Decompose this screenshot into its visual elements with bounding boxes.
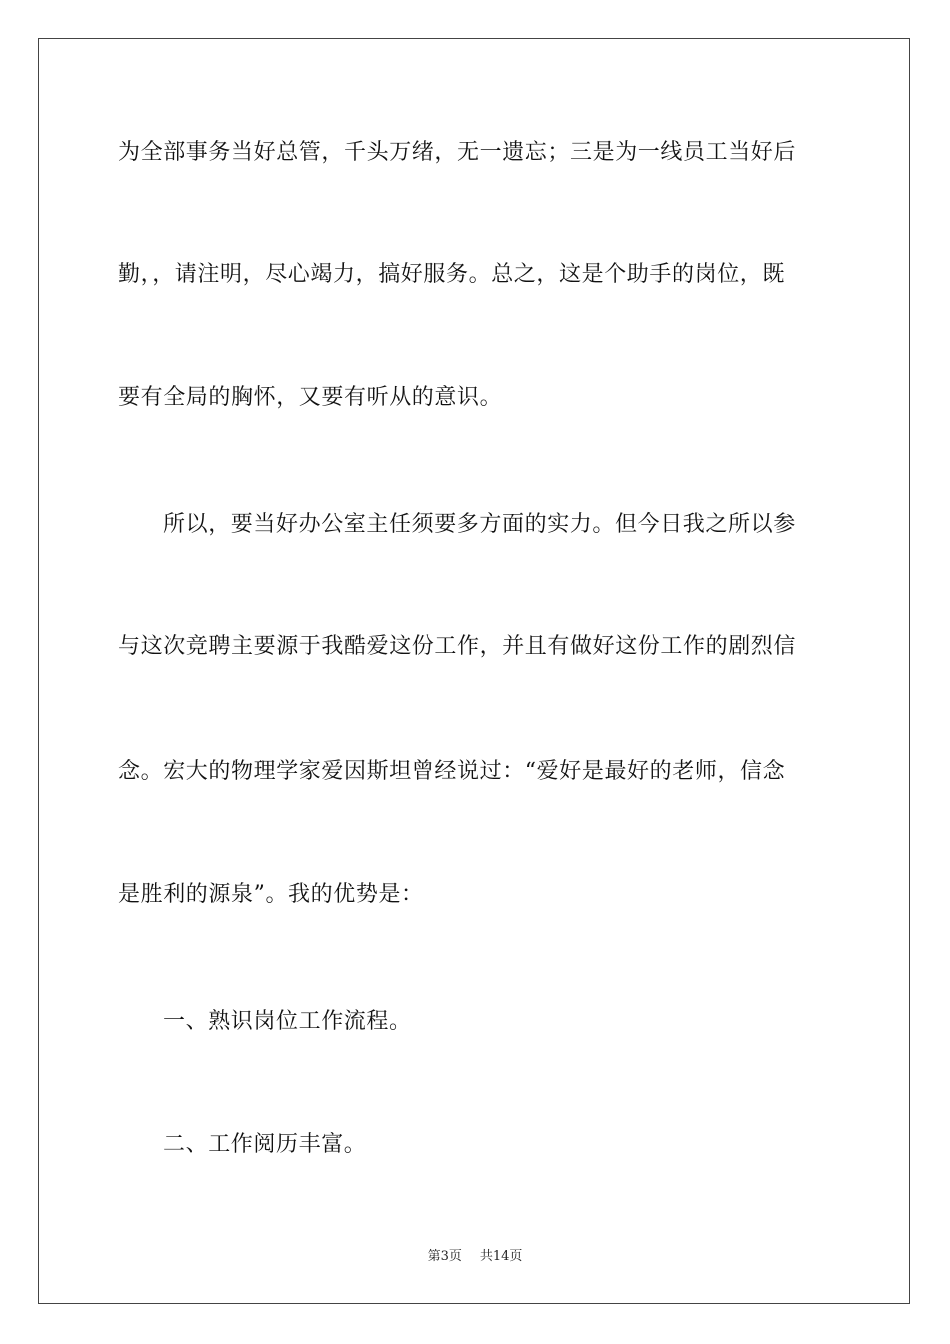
paragraph-line: 为全部事务当好总管，千头万绪，无一遗忘；三是为一线员工当好后 [118,140,797,165]
page-border [38,38,910,1304]
list-item: 一、熟识岗位工作流程。 [163,1009,412,1034]
list-item: 二、工作阅历丰富。 [163,1132,367,1157]
paragraph-line: 要有全局的胸怀，又要有听从的意识。 [118,385,503,410]
page-footer [0,1248,950,1266]
page-total: 共14页 [479,1249,523,1264]
page-number: 第3页 [427,1249,462,1264]
paragraph-line: 与这次竞聘主要源于我酷爱这份工作，并且有做好这份工作的剧烈信 [118,634,797,659]
paragraph-line: 是胜利的源泉”。我的优势是： [118,882,424,907]
paragraph-line: 念。宏大的物理学家爱因斯坦曾经说过：“爱好是最好的老师，信念 [118,759,786,784]
paragraph-line: 所以，要当好办公室主任须要多方面的实力。但今日我之所以参 [163,512,796,537]
paragraph-line: 勤，，请注明，尽心竭力，搞好服务。总之，这是个助手的岗位，既 [118,262,786,287]
